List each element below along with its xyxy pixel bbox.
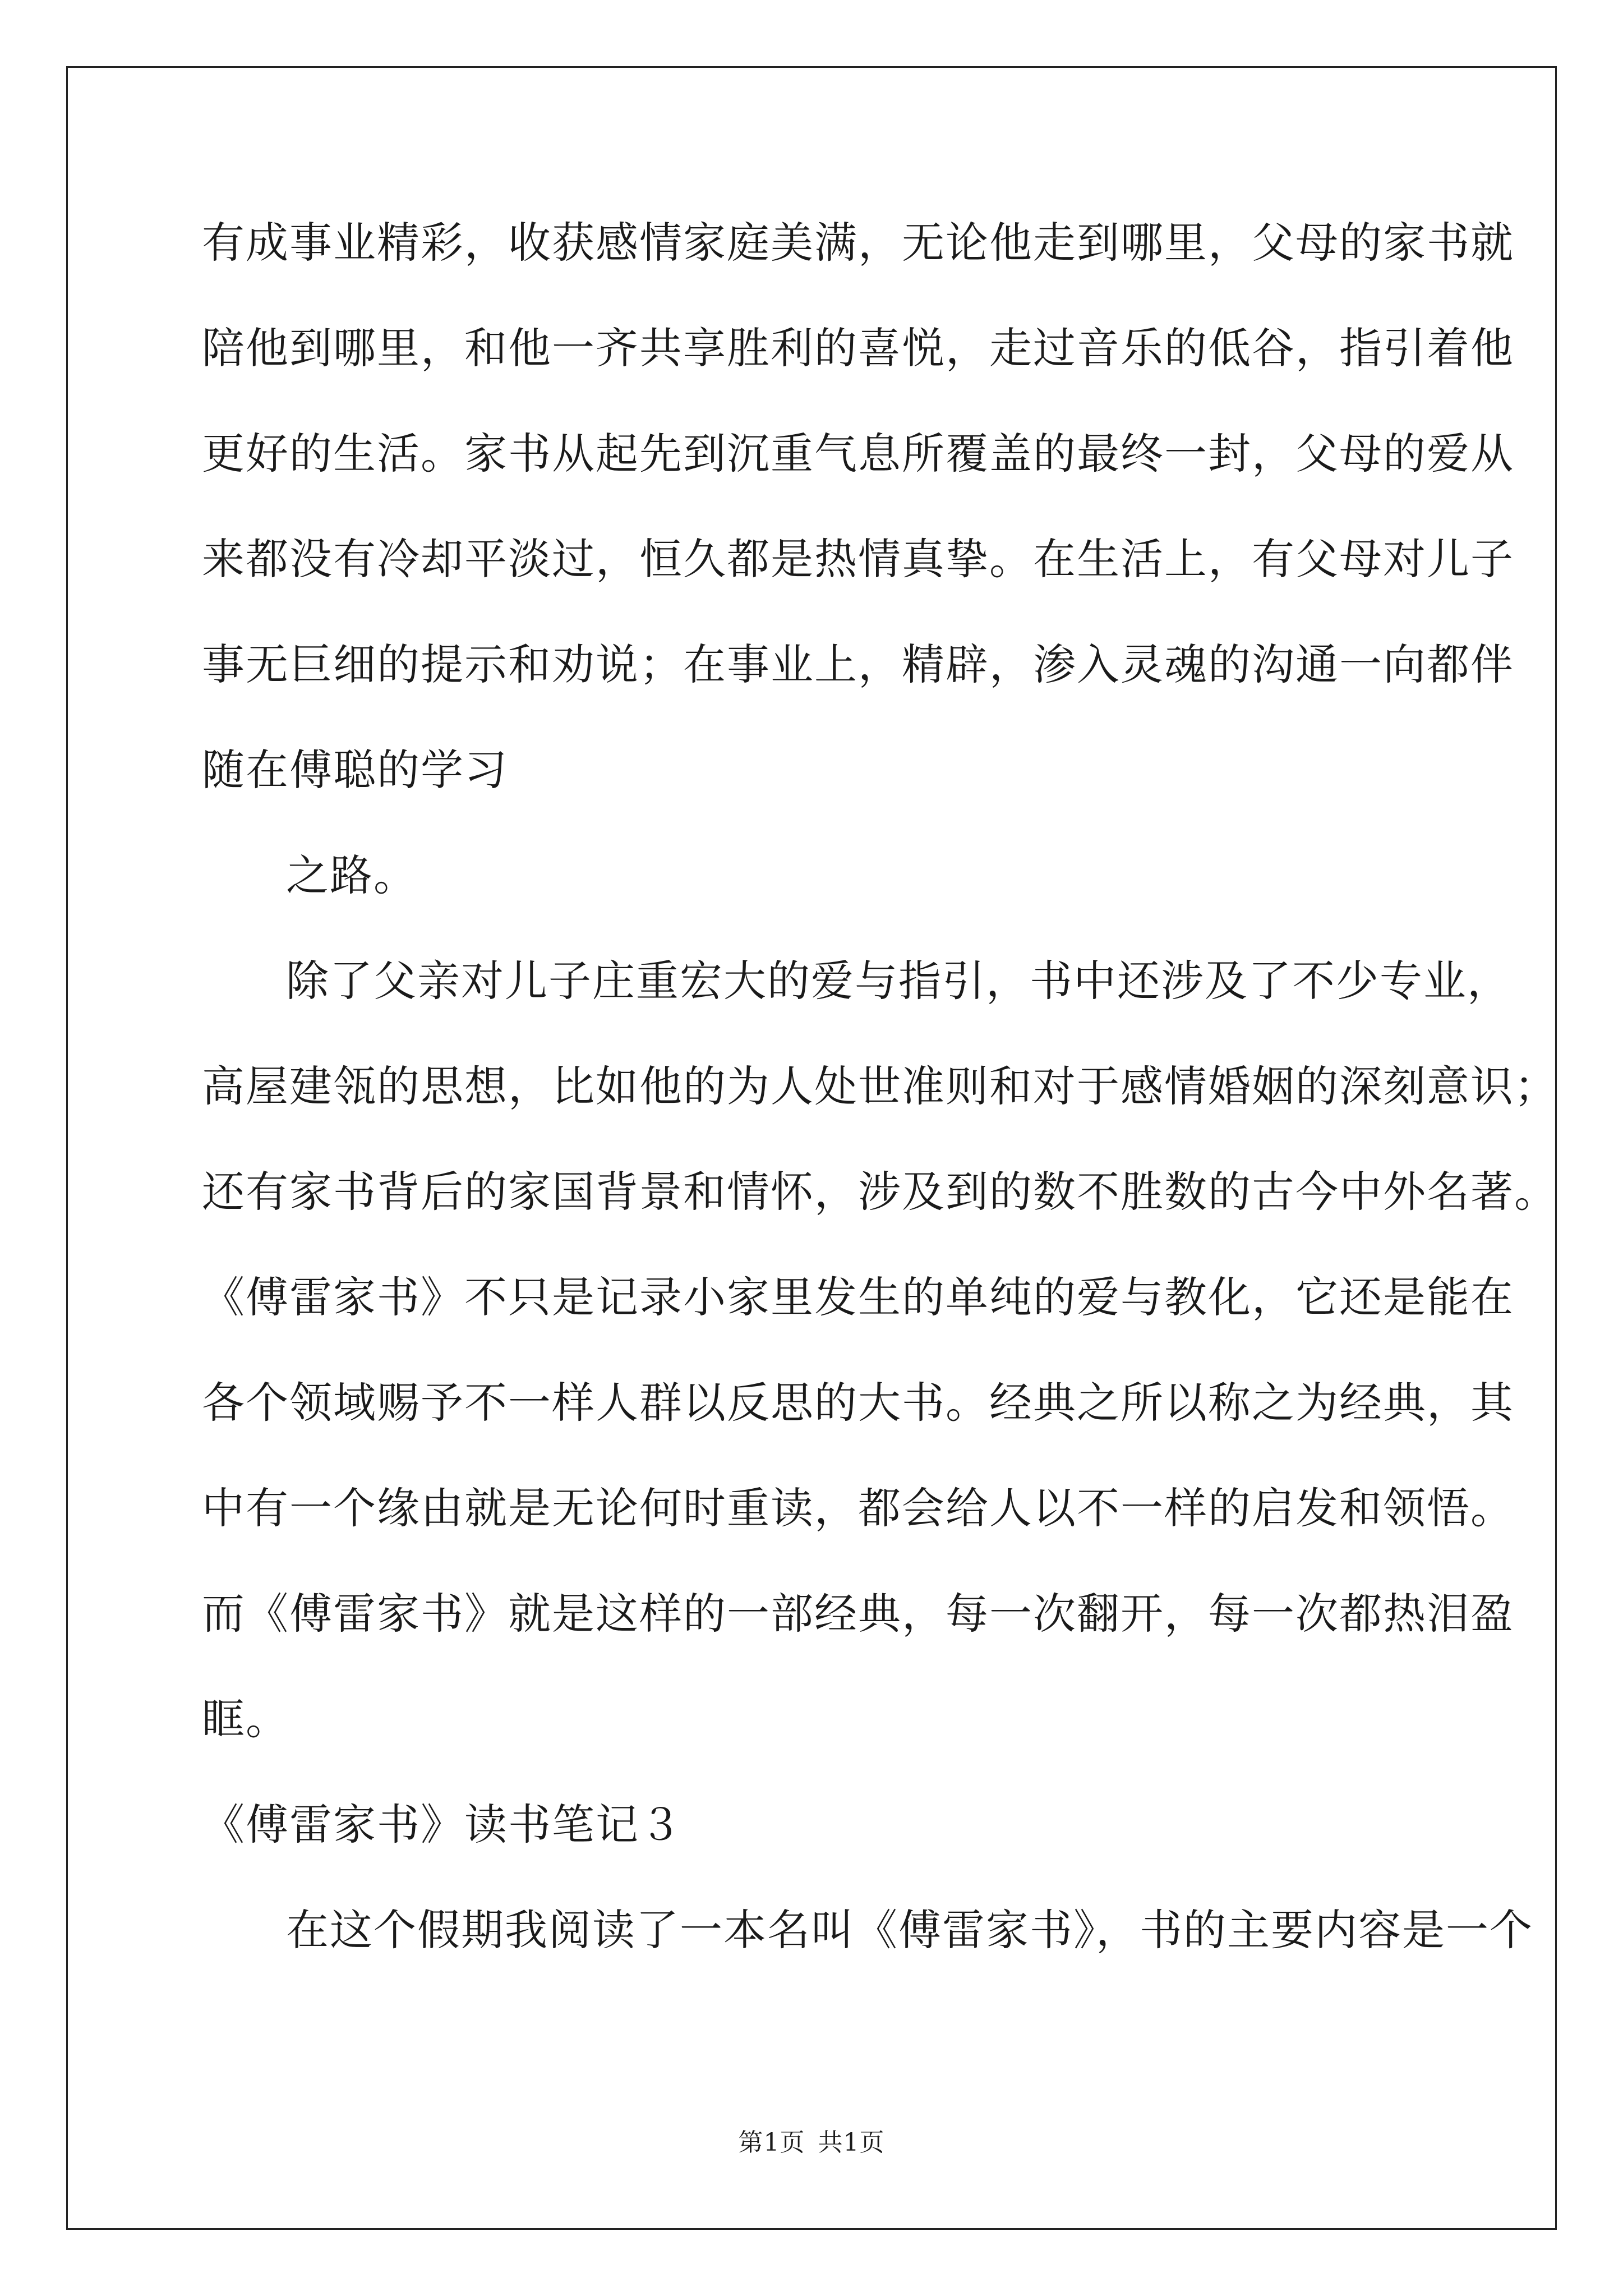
text-line: 高屋建瓴的思想，比如他的为人处世准则和对于感情婚姻的深刻意识； (202, 1061, 1558, 1111)
text-line: 更好的生活。家书从起先到沉重气息所覆盖的最终一封，父母的爱从 (202, 429, 1514, 478)
text-line: 陪他到哪里，和他一齐共享胜利的喜悦，走过音乐的低谷，指引着他 (202, 323, 1514, 373)
text-line: 眶。 (202, 1694, 289, 1744)
page-footer (0, 2129, 1623, 2157)
text-line: 各个领域赐予不一样人群以反思的大书。经典之所以称之为经典，其 (202, 1378, 1514, 1428)
text-line: 随在傅聪的学习 (202, 745, 508, 795)
text-line: 而《傅雷家书》就是这样的一部经典，每一次翻开，每一次都热泪盈 (202, 1589, 1514, 1639)
paragraph-indented-line: 除了父亲对儿子庄重宏大的爱与指引，书中还涉及了不少专业， (286, 956, 1511, 1006)
paragraph-indented-line: 在这个假期我阅读了一本名叫《傅雷家书》，书的主要内容是一个 (286, 1905, 1533, 1955)
text-line: 中有一个缘由就是无论何时重读，都会给人以不一样的启发和领悟。 (202, 1483, 1514, 1533)
page-total-label: 共1页 (818, 2128, 885, 2157)
text-line: 事无巨细的提示和劝说；在事业上，精辟，渗入灵魂的沟通一向都伴 (202, 639, 1514, 689)
text-line: 《傅雷家书》不只是记录小家里发生的单纯的爱与教化，它还是能在 (202, 1272, 1514, 1322)
text-line: 有成事业精彩，收获感情家庭美满，无论他走到哪里，父母的家书就 (202, 218, 1514, 268)
section-heading: 《傅雷家书》读书笔记３ (202, 1800, 683, 1849)
page-number-label: 第1页 (738, 2128, 805, 2157)
text-line: 还有家书背后的家国背景和情怀，涉及到的数不胜数的古今中外名著。 (202, 1167, 1558, 1217)
text-line: 来都没有冷却平淡过，恒久都是热情真挚。在生活上，有父母对儿子 (202, 534, 1514, 584)
paragraph-indented-line: 之路。 (286, 850, 417, 900)
